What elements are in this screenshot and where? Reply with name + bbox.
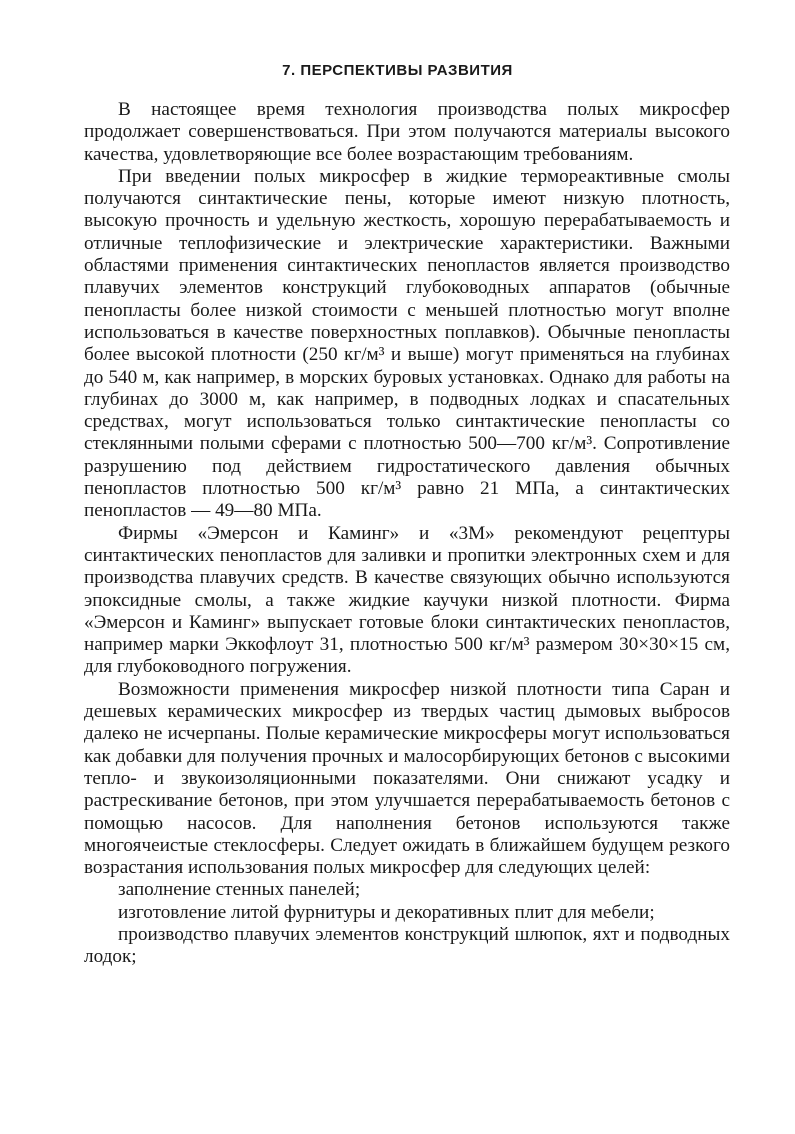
body-text bbox=[84, 99, 730, 969]
paragraph-applications: Возможности применения микросфер низкой плотности типа Саран и дешевых керамических микросфер из твердых частиц дымовых выбросов далеко не исчерпаны. Полые керамические микросферы могут использоваться как добавки для получения прочных и малосорбирующих бетонов с высокими тепло- и звукоизоляционными показателями. Они снижают усадку и растрескивание бетонов, при этом улучшается перерабатываемость бетонов с помощью насосов. Для наполнения бетонов используются также многоячеистые стеклосферы. Следует ожидать в ближайшем будущем резкого возрастания использования полых микросфер для следующих целей: bbox=[84, 678, 730, 879]
paragraph-intro: В настоящее время технология производства полых микросфер продолжает совершенствоваться. При этом получаются материалы высокого качества, удовлетворяющие все более возрастающим требованиям. bbox=[84, 99, 730, 165]
paragraph-manufacturers: Фирмы «Эмерсон и Каминг» и «3М» рекомендуют рецептуры синтактических пенопластов для заливки и пропитки электронных схем и для производства плавучих средств. В качестве связующих обычно используются эпоксидные смолы, а также жидкие каучуки низкой плотности. Фирма «Эмерсон и Каминг» выпускает готовые блоки синтактических пенопластов, например марки Эккофлоут 31, плотностью 500 кг/м³ размером 30×30×15 см, для глубоководного погружения. bbox=[84, 522, 730, 678]
list-item: заполнение стенных панелей; bbox=[118, 879, 361, 901]
section-title: 7. ПЕРСПЕКТИВЫ РАЗВИТИЯ bbox=[282, 62, 513, 79]
list-item: изготовление литой фурнитуры и декоративных плит для мебели; bbox=[118, 901, 655, 923]
list-item: производство плавучих элементов конструкций шлюпок, яхт и подводных лодок; bbox=[84, 923, 730, 968]
paragraph-syntactic-foams: При введении полых микросфер в жидкие термореактивные смолы получаются синтактические пены, которые имеют низкую плотность, высокую прочность и удельную жесткость, хорошую перерабатываемость и отличные теплофизические и электрические характеристики. Важными областями применения синтактических пенопластов является производство плавучих элементов конструкций глубоководных аппаратов (обычные пенопласты более низкой стоимости с меньшей плотностью могут вполне использоваться в качестве поверхностных поплавков). Обычные пенопласты более высокой плотности (250 кг/м³ и выше) могут применяться на глубинах до 540 м, как например, в морских буровых установках. Однако для работы на глубинах до 3000 м, как например, в подводных лодках и спасательных средствах, могут использоваться только синтактические пенопласты со стеклянными полыми сферами с плотностью 500—700 кг/м³. Сопротивление разрушению под действием гидростатического давления обычных пенопластов плотностью 500 кг/м³ равно 21 МПа, а синтактических пенопластов — 49—80 МПа. bbox=[84, 165, 730, 522]
